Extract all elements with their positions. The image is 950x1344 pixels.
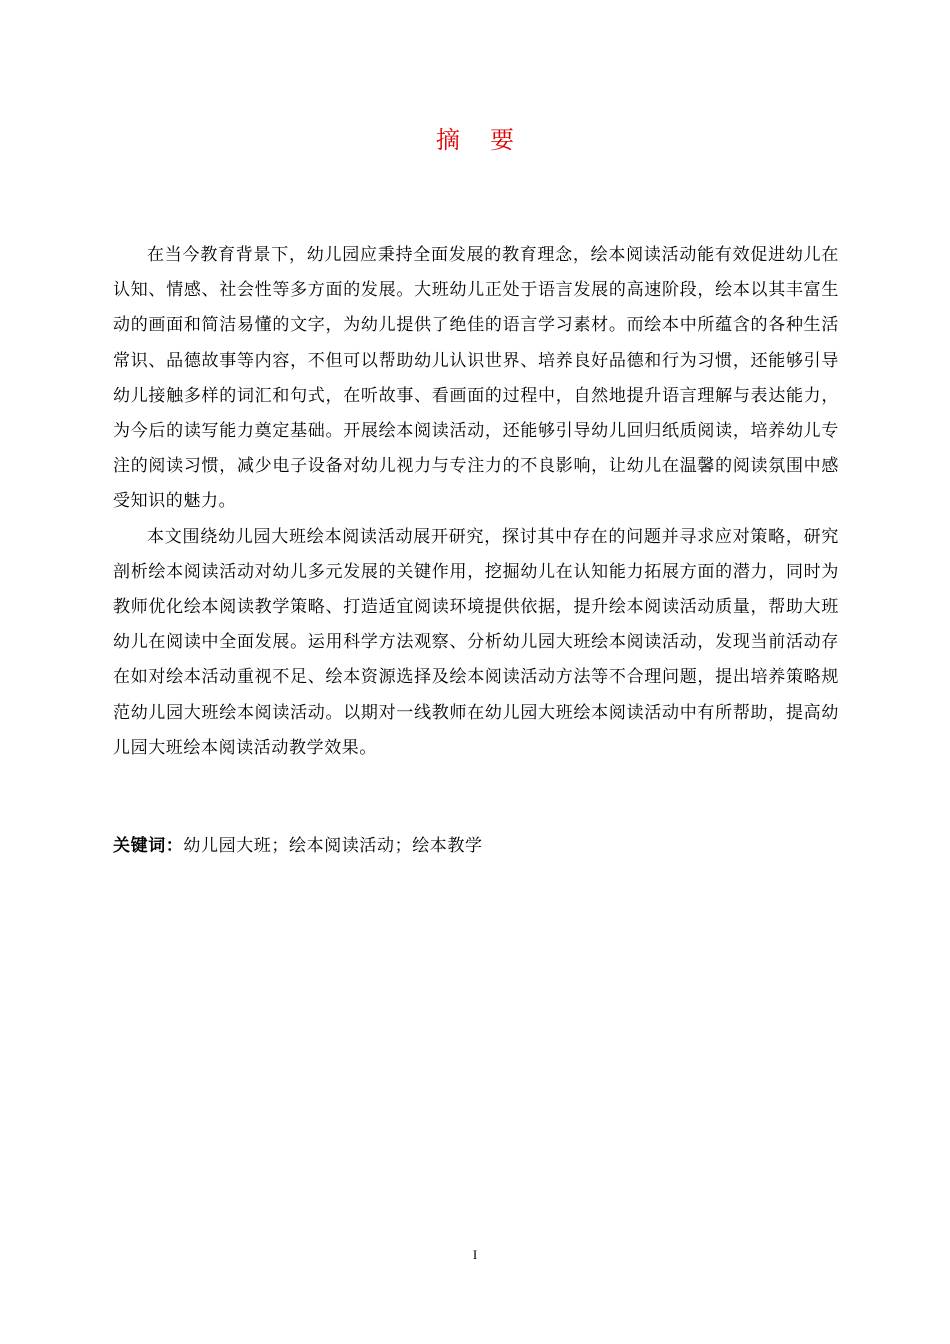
abstract-title: 摘要	[436, 126, 544, 154]
keywords-label: 关键词：	[113, 836, 184, 856]
keywords-value: 幼儿园大班；绘本阅读活动；绘本教学	[183, 836, 483, 856]
abstract-paragraph-2: 本文围绕幼儿园大班绘本阅读活动展开研究，探讨其中存在的问题并寻求应对策略，研究剖析绘本阅读活动对幼儿多元发展的关键作用，挖掘幼儿在认知能力拓展方面的潜力，同时为教师优化绘本阅读教学策略、打造适宜阅读环境提供依据，提升绘本阅读活动质量，帮助大班幼儿在阅读中全面发展。运用科学方法观察、分析幼儿园大班绘本阅读活动，发现当前活动存在如对绘本活动重视不足、绘本资源选择及绘本阅读活动方法等不合理问题，提出培养策略规范幼儿园大班绘本阅读活动。以期对一线教师在幼儿园大班绘本阅读活动中有所帮助，提高幼儿园大班绘本阅读活动教学效果。	[113, 526, 839, 758]
keywords-line	[113, 831, 839, 861]
abstract-paragraph-1: 在当今教育背景下，幼儿园应秉持全面发展的教育理念，绘本阅读活动能有效促进幼儿在认知、情感、社会性等多方面的发展。大班幼儿正处于语言发展的高速阶段，绘本以其丰富生动的画面和简洁易懂的文字，为幼儿提供了绝佳的语言学习素材。而绘本中所蕴含的各种生活常识、品德故事等内容，不但可以帮助幼儿认识世界、培养良好品德和行为习惯，还能够引导幼儿接触多样的词汇和句式，在听故事、看画面的过程中，自然地提升语言理解与表达能力，为今后的读写能力奠定基础。开展绘本阅读活动，还能够引导幼儿回归纸质阅读，培养幼儿专注的阅读习惯，减少电子设备对幼儿视力与专注力的不良影响，让幼儿在温馨的阅读氛围中感受知识的魅力。	[113, 245, 839, 512]
page-number: I	[472, 1247, 478, 1262]
abstract-body	[113, 238, 839, 766]
